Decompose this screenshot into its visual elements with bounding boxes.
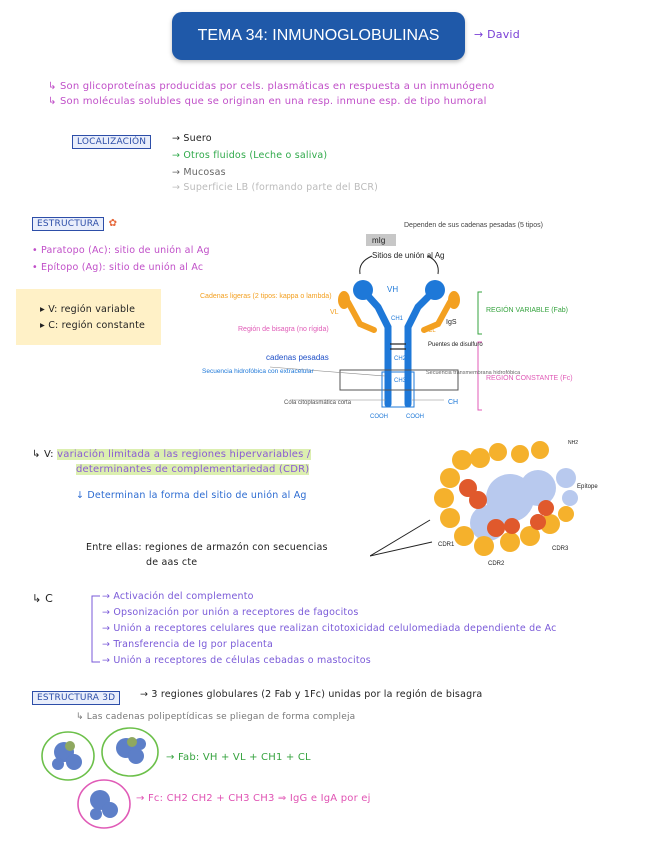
- paratopo-text: • Paratopo (Ac): sitio de unión al Ag: [32, 245, 210, 256]
- estructura3d-text: → 3 regiones globulares (2 Fab y 1Fc) unidas por la región de bisagra: [140, 689, 483, 700]
- vh-domain-right: [425, 280, 445, 300]
- protein-structure-image: [370, 428, 610, 578]
- ch1-label: CH1: [391, 316, 404, 322]
- epitopo-text: • Epítopo (Ag): sitio de unión al Ac: [32, 262, 204, 273]
- cooh-left: COOH: [370, 414, 388, 420]
- loc-item: → Suero: [172, 133, 212, 144]
- vl-domain-left: [338, 291, 350, 309]
- cdr-3: CDR3: [552, 546, 569, 552]
- localizacion-label: LOCALIZACIÓN: [72, 135, 151, 149]
- estructura3d-section: [32, 687, 120, 705]
- antibody-3d-image: [40, 722, 170, 838]
- epitope-label: Epítope: [577, 484, 598, 490]
- estructura-section: [32, 213, 117, 231]
- cadenas-ligeras-label: Cadenas ligeras (2 tipos: kappa o lambda): [200, 293, 332, 300]
- author-note: → David: [474, 28, 520, 41]
- depende-label: Dependen de sus cadenas pesadas (5 tipos): [404, 222, 543, 229]
- loc-item: → Otros fluidos (Leche o saliva): [172, 150, 328, 161]
- c-bracket: [88, 592, 102, 666]
- v-line-1: ↳ V: variación limitada a las regiones hipervariables /: [32, 449, 311, 460]
- fab-text: → Fab: VH + VL + CH1 + CL: [166, 752, 311, 763]
- cdr-1: CDR1: [438, 542, 455, 548]
- puentes-label: Puentes de disulfuro: [428, 342, 483, 348]
- v-line-4: Entre ellas: regiones de armazón con secuencias: [86, 542, 328, 553]
- secuencia-label: Secuencia hidrofóbica con extracelular: [202, 368, 314, 375]
- ch2-label: CH2: [394, 356, 407, 362]
- sec-transm-label: Secuencia transmembrana hidrofóbica: [426, 370, 521, 376]
- sitios-label: Sitios de unión al Ag: [372, 251, 445, 260]
- v-line-5: de aas cte: [146, 557, 198, 568]
- localizacion-section: [72, 131, 151, 149]
- antibody-diagram: [160, 212, 650, 434]
- vh-label: VH: [387, 285, 399, 294]
- cl-label: CL: [428, 328, 436, 334]
- cooh-right: COOH: [406, 414, 424, 420]
- estructura-label: ESTRUCTURA: [32, 217, 104, 231]
- estructura3d-label: ESTRUCTURA 3D: [32, 691, 120, 705]
- estructura3d-sub: ↳ Las cadenas polipeptídicas se pliegan de forma compleja: [76, 712, 356, 722]
- c-item: → Opsonización por unión a receptores de fagocitos: [102, 607, 359, 618]
- c-item: → Transferencia de Ig por placenta: [102, 639, 273, 650]
- fc-text: → Fc: CH2 CH2 + CH3 CH3 ⇒ IgG e IgA por ej: [136, 793, 371, 804]
- definition-line: ↳ Son moléculas solubles que se originan en una resp. inmune esp. de tipo humoral: [48, 96, 487, 107]
- v-line-2: determinantes de complementariedad (CDR): [76, 464, 310, 475]
- region-constante-label: REGIÓN CONSTANTE (Fc): [486, 375, 573, 382]
- loc-item: → Superficie LB (formando parte del BCR): [172, 182, 379, 193]
- nh2-label: NH2: [568, 440, 579, 446]
- page-title: TEMA 34: INMUNOGLOBULINAS: [172, 12, 465, 60]
- vl-domain-right: [448, 291, 460, 309]
- igs-label: IgS: [446, 319, 457, 326]
- vh-domain-left: [353, 280, 373, 300]
- heavy-chain-left: [360, 287, 388, 404]
- ch-label: CH: [448, 399, 459, 406]
- star-icon: ✿: [108, 218, 117, 229]
- c-item: → Unión a receptores celulares que realizan citotoxicidad celulomediada dependiente de Ac: [102, 623, 557, 634]
- c-item: → Unión a receptores de células cebadas o mastocitos: [102, 655, 371, 666]
- region-variable-label: REGIÓN VARIABLE (Fab): [486, 307, 568, 314]
- light-chain-left: [348, 302, 374, 330]
- cdr-2: CDR2: [488, 561, 505, 567]
- vl-label: VL: [330, 309, 339, 316]
- bisagra-label: Región de bisagra (no rígida): [238, 326, 329, 333]
- mig-label: mIg: [372, 236, 386, 245]
- c-item: → Activación del complemento: [102, 591, 254, 602]
- cadenas-pesadas-label: cadenas pesadas: [266, 353, 329, 362]
- v-line-3: ↓ Determinan la forma del sitio de unión al Ag: [76, 490, 307, 501]
- loc-item: → Mucosas: [172, 167, 226, 178]
- sticky-note: [16, 289, 161, 345]
- note-v: ▸ V: región variable: [40, 304, 136, 315]
- note-c: ▸ C: región constante: [40, 320, 146, 331]
- definition-line: ↳ Son glicoproteínas producidas por cels. plasmáticas en respuesta a un inmunógeno: [48, 81, 495, 92]
- cola-label: Cola citoplasmática corta: [284, 400, 352, 406]
- ch3-label: CH3: [394, 378, 407, 384]
- c-prefix: ↳ C: [32, 592, 53, 605]
